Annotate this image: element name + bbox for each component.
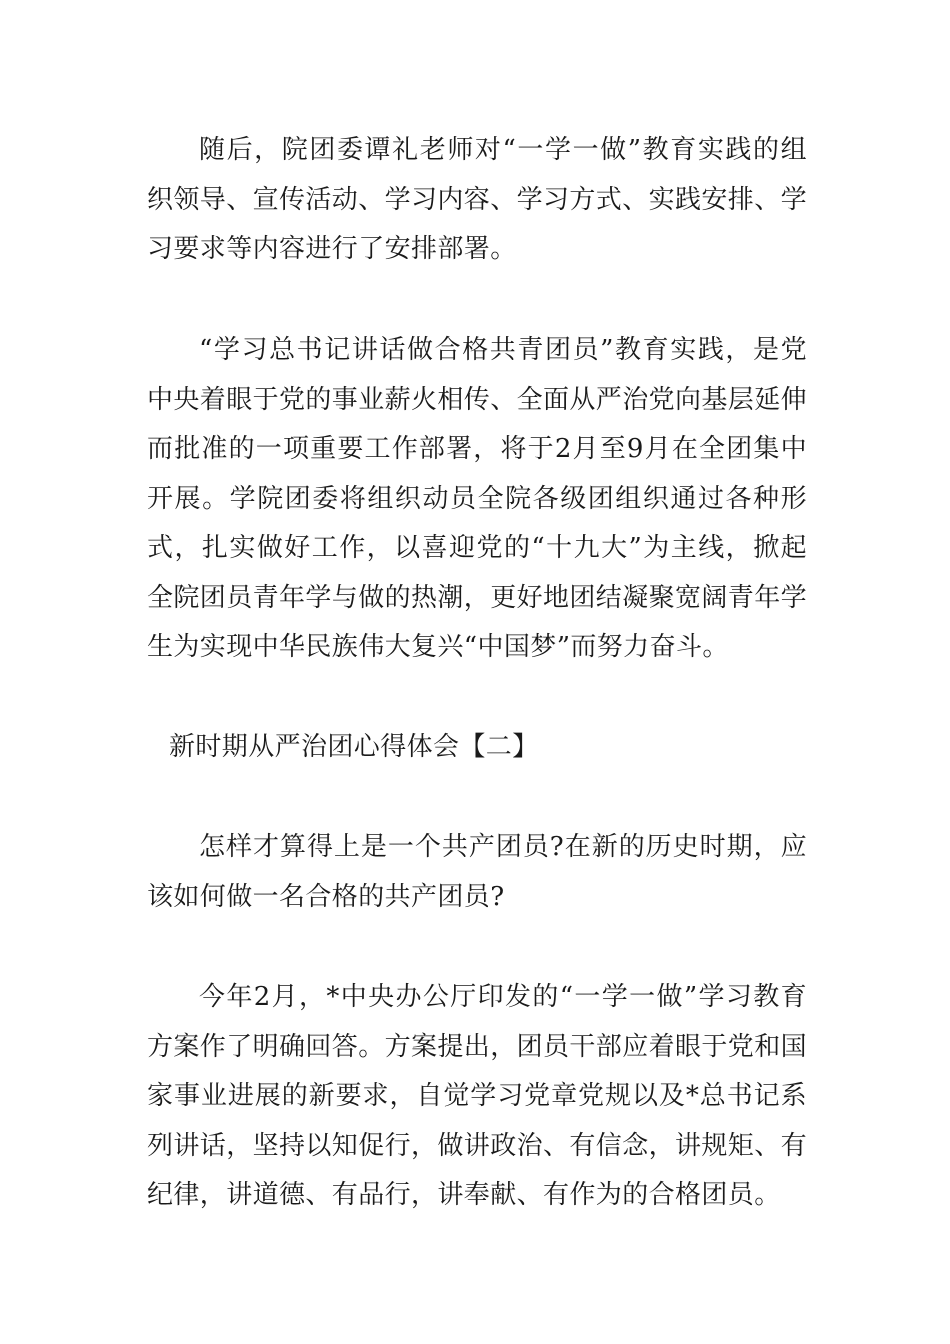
paragraph-question: 怎样才算得上是一个共产团员?在新的历史时期，应该如何做一名合格的共产团员? xyxy=(147,832,807,912)
paragraph-arrangement: 随后，院团委谭礼老师对“一学一做”教育实践的组织领导、宣传活动、学习内容、学习方式、实践安排、学习要求等内容进行了安排部署。 xyxy=(147,135,808,264)
paragraph-education-practice: “学习总书记讲话做合格共青团员”教育实践，是党中央着眼于党的事业薪火相传、全面从严治党向基层延伸而批准的一项重要工作部署，将于2月至9月在全团集中开展。学院团委将组织动员全院各级团组织通过各种形式，扎实做好工作，以喜迎党的“十九大”为主线，掀起全院团员青年学与做的热潮，更好地团结凝聚宽阔青年学生为实现中华民族伟大复兴“中国梦”而努力奋斗。 xyxy=(147,335,808,662)
section-heading: 新时期从严治团心得体会【二】 xyxy=(169,732,539,762)
paragraph-answer: 今年2月，*中央办公厅印发的“一学一做”学习教育方案作了明确回答。方案提出，团员干部应着眼于党和国家事业进展的新要求，自觉学习党章党规以及*总书记系列讲话，坚持以知促行，做讲政治、有信念，讲规矩、有纪律，讲道德、有品行，讲奉献、有作为的合格团员。 xyxy=(147,982,808,1210)
